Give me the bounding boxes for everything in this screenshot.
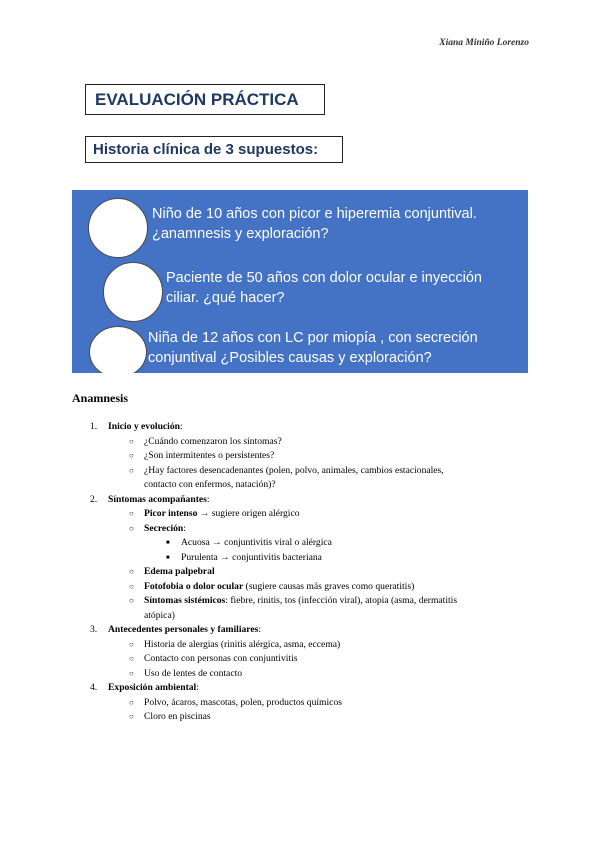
list-subsubitem: ■ Purulenta → conjuntivitis bacteriana: [166, 551, 322, 563]
page-subtitle: Historia clínica de 3 supuestos:: [85, 136, 343, 163]
list-subitem: ○ Contacto con personas con conjuntivitis: [129, 653, 298, 664]
list-item: 1. Inicio y evolución:: [90, 421, 183, 432]
page-title: EVALUACIÓN PRÁCTICA: [85, 84, 325, 115]
list-subitem: ○ ¿Son intermitentes o persistentes?: [129, 450, 275, 461]
list-subitem: ○ Uso de lentes de contacto: [129, 667, 243, 679]
list-subitem: ○ Secreción:: [129, 522, 186, 534]
case-1-line-2: ¿anamnesis y exploración?: [152, 226, 329, 242]
list-subitem: ○ Polvo, ácaros, mascotas, polen, productos químicos: [129, 696, 342, 708]
list-subitem: ○ Edema palpebral: [129, 566, 215, 577]
section-heading: Anamnesis: [72, 391, 129, 405]
case-marker-1: [88, 198, 148, 258]
list-subitem: ○ Fotofobia o dolor ocular (sugiere causas más graves como queratitis): [129, 580, 415, 592]
anamnesis-list: [72, 420, 532, 725]
case-marker-3: [89, 326, 147, 378]
case-3-line-2: conjuntival ¿Posibles causas y exploración?: [148, 350, 432, 366]
case-3-line-1: Niña de 12 años con LC por miopía , con secreción: [148, 330, 478, 346]
list-subitem: ○ Síntomas sistémicos: fiebre, rinitis, tos (infección viral), atopia (asma, dermatitis atópica): [129, 595, 458, 621]
list-item: 3. Antecedentes personales y familiares:: [90, 624, 262, 635]
case-1-line-1: Niño de 10 años con picor e hiperemia conjuntival.: [152, 206, 477, 222]
list-item: 2. Síntomas acompañantes:: [90, 493, 210, 505]
list-subitem: ○ ¿Hay factores desencadenantes (polen, polvo, animales, cambios estacionales, contacto con enfermos, natación)?: [129, 464, 444, 490]
diagram-mask: [60, 373, 540, 393]
case-2-line-2: ciliar. ¿qué hacer?: [166, 290, 285, 306]
list-item: 4. Exposición ambiental:: [90, 682, 199, 693]
case-marker-2: [103, 262, 163, 322]
list-subitem: ○ Historia de alergias (rinitis alérgica, asma, eccema): [129, 638, 341, 650]
list-subitem: ○ Picor intenso → sugiere origen alérgico: [129, 508, 300, 519]
list-subsubitem: ■ Acuosa → conjuntivitis viral o alérgica: [166, 537, 332, 548]
author-name: Xiana Miniño Lorenzo: [439, 38, 529, 48]
case-2-line-1: Paciente de 50 años con dolor ocular e inyección: [166, 270, 482, 286]
list-subitem: ○ Cloro en piscinas: [129, 711, 211, 722]
list-subitem: ○ ¿Cuándo comenzaron los síntomas?: [129, 435, 282, 447]
